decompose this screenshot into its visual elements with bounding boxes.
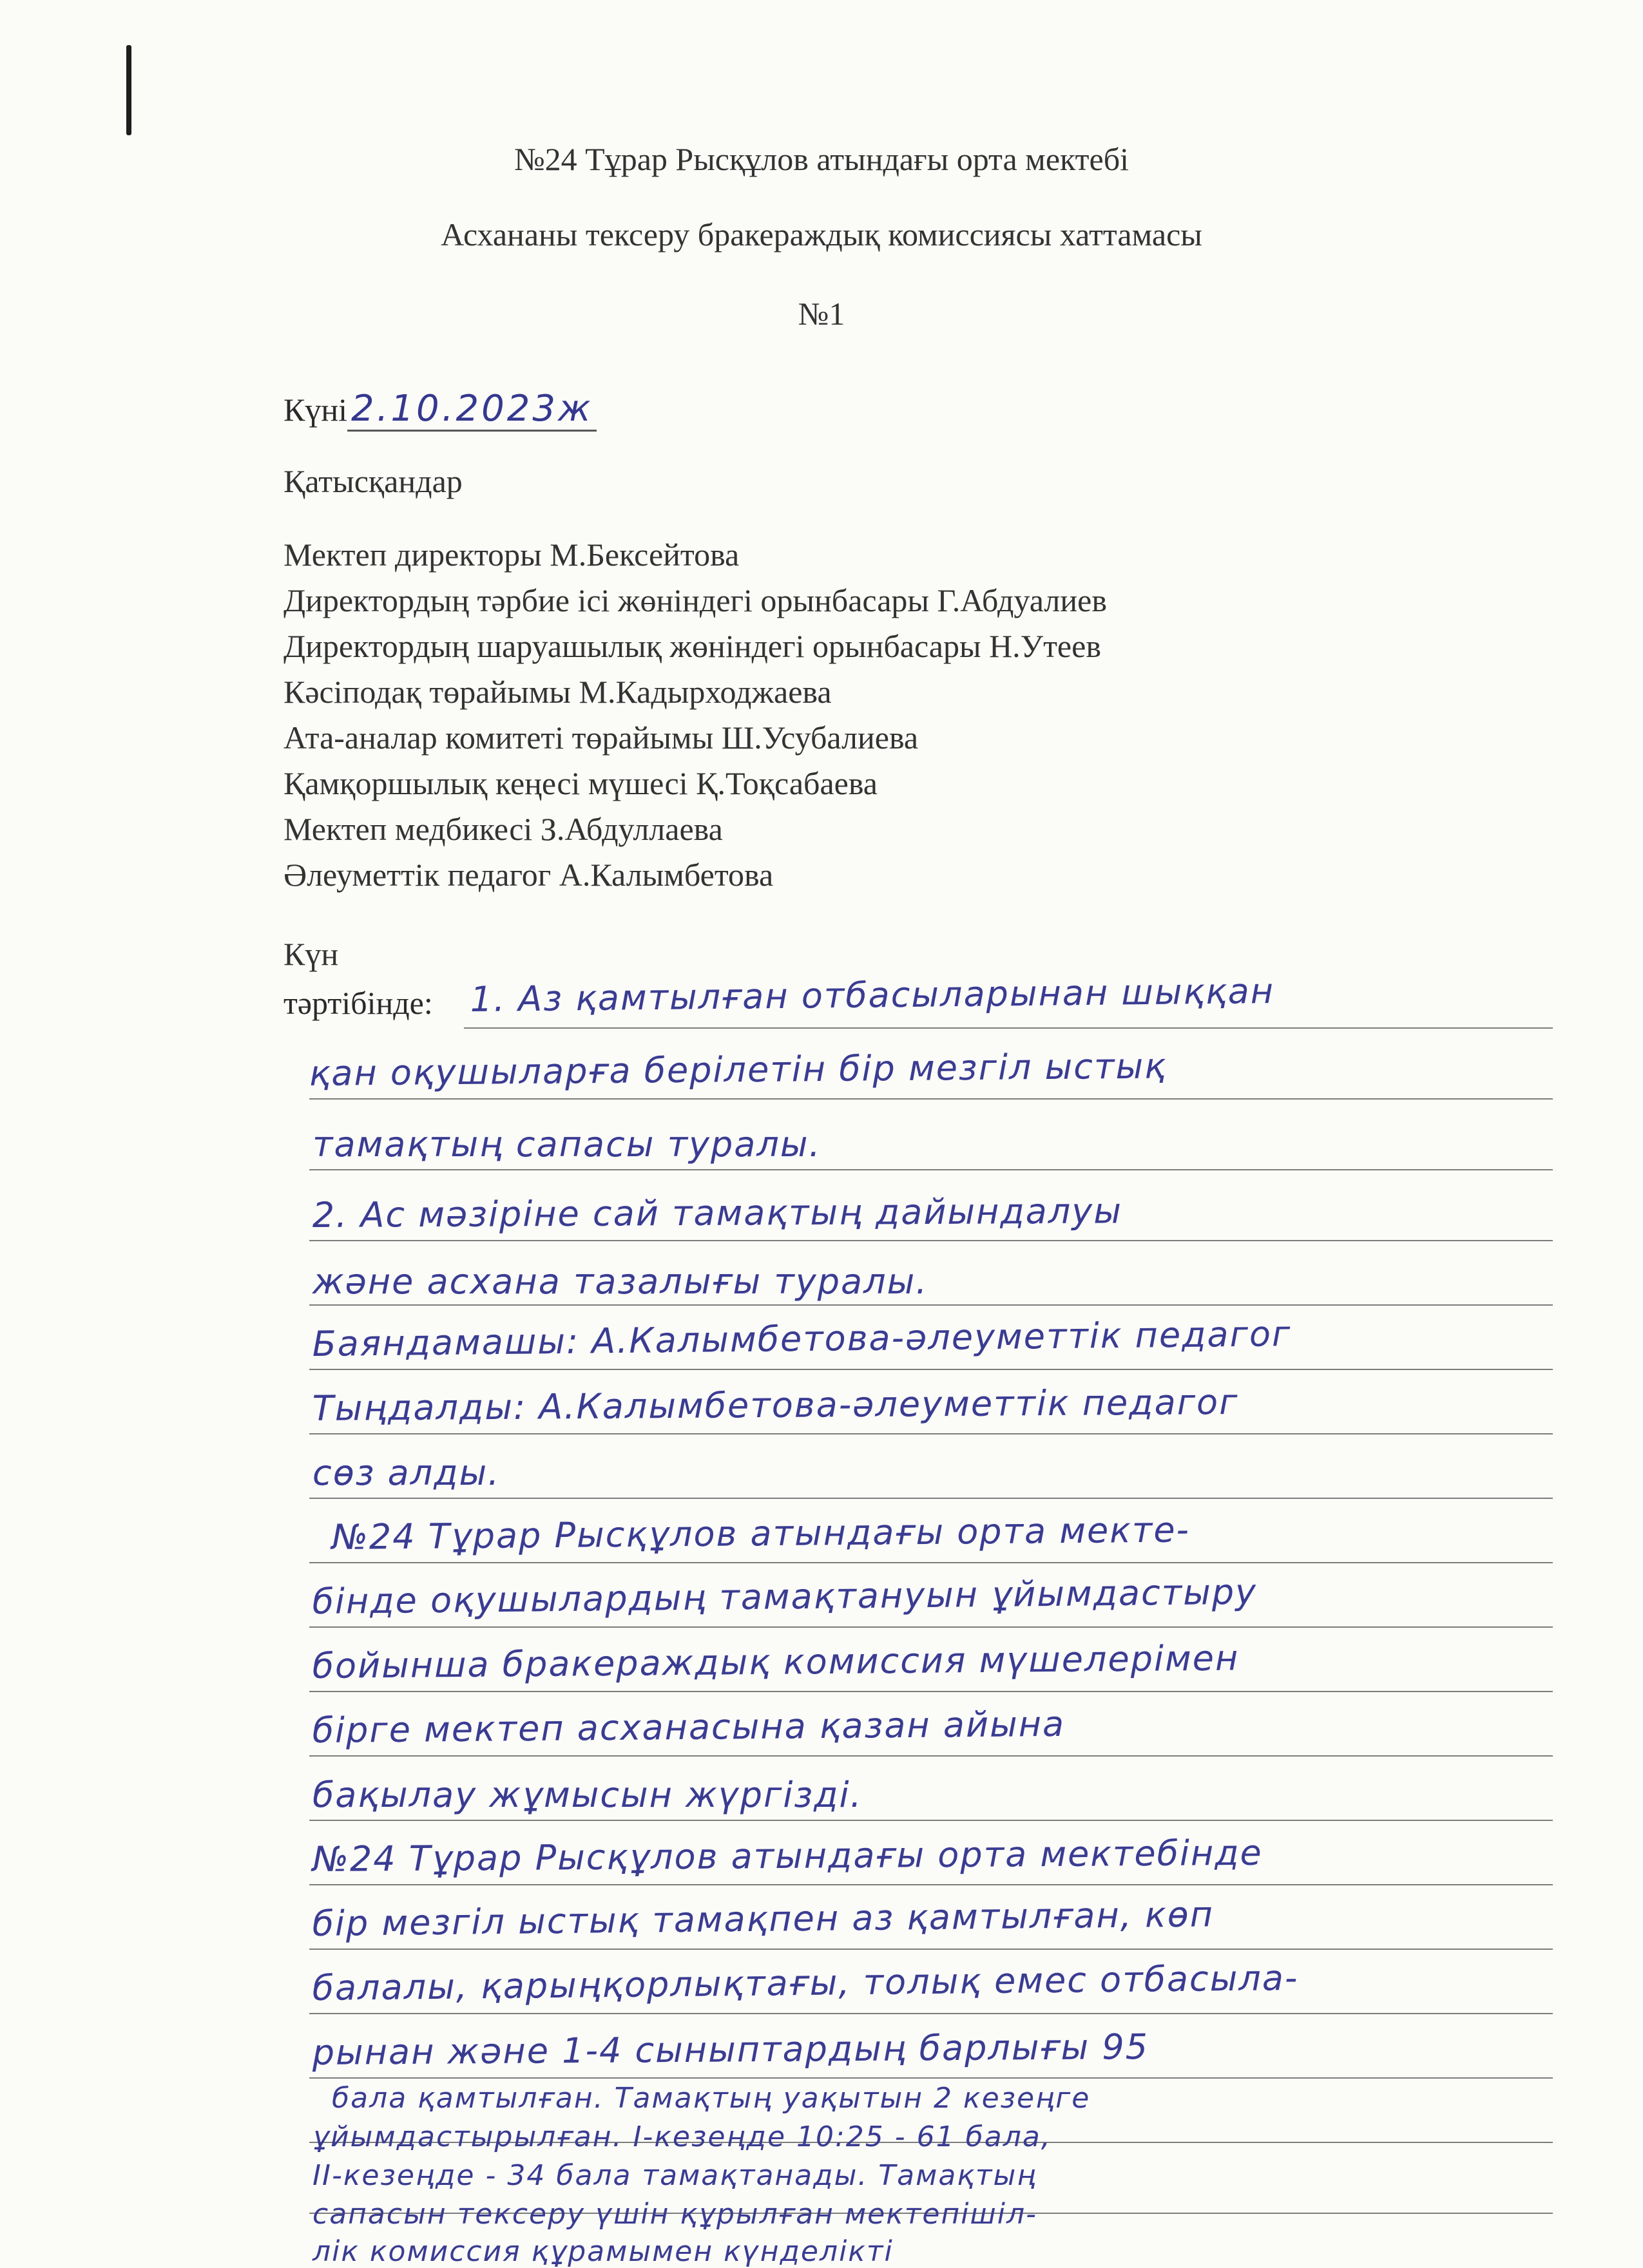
handwritten-line: рынан және 1-4 сыныптардың барлығы 95 xyxy=(312,2026,1149,2073)
handwritten-line: бақылау жұмысын жүргізді. xyxy=(312,1775,863,1815)
school-name: №24 Тұрар Рысқұлов атындағы орта мектебі xyxy=(514,141,1129,177)
participant-line: Директордың шаруашылық жөніндегі орынбасары Н.Утеев xyxy=(283,628,1101,664)
date-label: Күні xyxy=(283,392,347,428)
handwritten-line: лік комиссия құрамымен күнделікті xyxy=(312,2235,894,2268)
participant-line: Қамқоршылық кеңесі мүшесі Қ.Тоқсабаева xyxy=(283,765,878,801)
ruled-line xyxy=(309,1369,1553,1370)
handwritten-line: Тыңдалды: А.Калымбетова-әлеуметтік педагог xyxy=(312,1381,1239,1429)
ruled-line xyxy=(309,1433,1553,1434)
participants-label: Қатысқандар xyxy=(283,463,463,499)
handwritten-line: №24 Тұрар Рысқұлов атындағы орта мектебінде xyxy=(312,1832,1263,1880)
ruled-line xyxy=(309,1169,1553,1170)
ruled-line xyxy=(309,2013,1553,2014)
date-row xyxy=(283,388,597,430)
ruled-line xyxy=(309,1691,1553,1692)
ruled-line xyxy=(309,1626,1553,1628)
ruled-line xyxy=(309,1949,1553,1950)
handwritten-line: Баяндамашы: А.Калымбетова-әлеуметтік педагог xyxy=(312,1313,1292,1364)
ruled-line xyxy=(309,1098,1553,1100)
participant-line: Мектеп директоры М.Бексейтова xyxy=(283,537,740,573)
handwritten-line: II-кезеңде - 34 бала тамақтанады. Тамақтың xyxy=(312,2159,1037,2192)
ruled-line xyxy=(309,1755,1553,1757)
handwritten-line: бірге мектеп асханасына қазан айына xyxy=(312,1703,1066,1751)
handwritten-line: тамақтың сапасы туралы. xyxy=(312,1124,822,1165)
handwritten-line: бінде оқушылардың тамақтануын ұйымдастыру xyxy=(312,1571,1258,1622)
handwritten-line: 2. Ас мәзіріне сай тамақтың дайындалуы xyxy=(312,1190,1123,1235)
ruled-line xyxy=(464,1027,1553,1029)
participant-line: Директордың тәрбие ісі жөніндегі орынбасары Г.Абдуалиев xyxy=(283,582,1107,618)
handwritten-line: бала қамтылған. Тамақтың уақытын 2 кезеңге xyxy=(332,2082,1091,2115)
handwritten-line: ұйымдастырылған. I-кезеңде 10:25 - 61 бала, xyxy=(312,2120,1052,2153)
handwritten-line: қан оқушыларға берілетін бір мезгіл ыстық xyxy=(309,1045,1167,1094)
ruled-line xyxy=(309,1820,1553,1821)
agenda-label-line2: тәртібінде: xyxy=(283,985,433,1021)
handwritten-line: балалы, қарыңқорлықтағы, толық емес отбасыла- xyxy=(312,1957,1299,2008)
participant-line: Ата-аналар комитеті төрайымы Ш.Усубалиева xyxy=(283,719,919,756)
handwritten-line: сөз алды. xyxy=(312,1453,501,1493)
agenda-label-line1: Күн xyxy=(283,936,339,972)
margin-mark xyxy=(126,45,131,135)
handwritten-line: 1. Аз қамтылған отбасыларынан шыққан xyxy=(470,970,1275,1020)
ruled-line xyxy=(309,1884,1553,1885)
handwritten-line: бір мезгіл ыстық тамақпен аз қамтылған, көп xyxy=(312,1894,1215,1944)
participant-line: Мектеп медбикесі З.Абдуллаева xyxy=(283,811,723,847)
protocol-number: №1 xyxy=(798,296,845,332)
ruled-line xyxy=(309,1498,1553,1499)
date-value: 2.10.2023ж xyxy=(347,388,597,432)
ruled-line xyxy=(309,1562,1553,1563)
handwritten-line: №24 Тұрар Рысқұлов атындағы орта мекте- xyxy=(331,1509,1191,1558)
participant-line: Кәсіподақ төрайымы М.Кадырходжаева xyxy=(283,674,832,710)
ruled-line xyxy=(309,2077,1553,2079)
ruled-line xyxy=(309,1240,1553,1241)
handwritten-line: және асхана тазалығы туралы. xyxy=(312,1261,928,1302)
ruled-line xyxy=(309,1304,1553,1306)
participant-line: Әлеуметтік педагог А.Калымбетова xyxy=(283,857,774,893)
handwritten-line: сапасын тексеру үшін құрылған мектепішіл- xyxy=(312,2198,1037,2231)
document-title: Асхананы тексеру бракераждық комиссиясы хаттамасы xyxy=(441,216,1202,253)
handwritten-line: бойынша бракераждық комиссия мүшелерімен xyxy=(312,1637,1240,1686)
